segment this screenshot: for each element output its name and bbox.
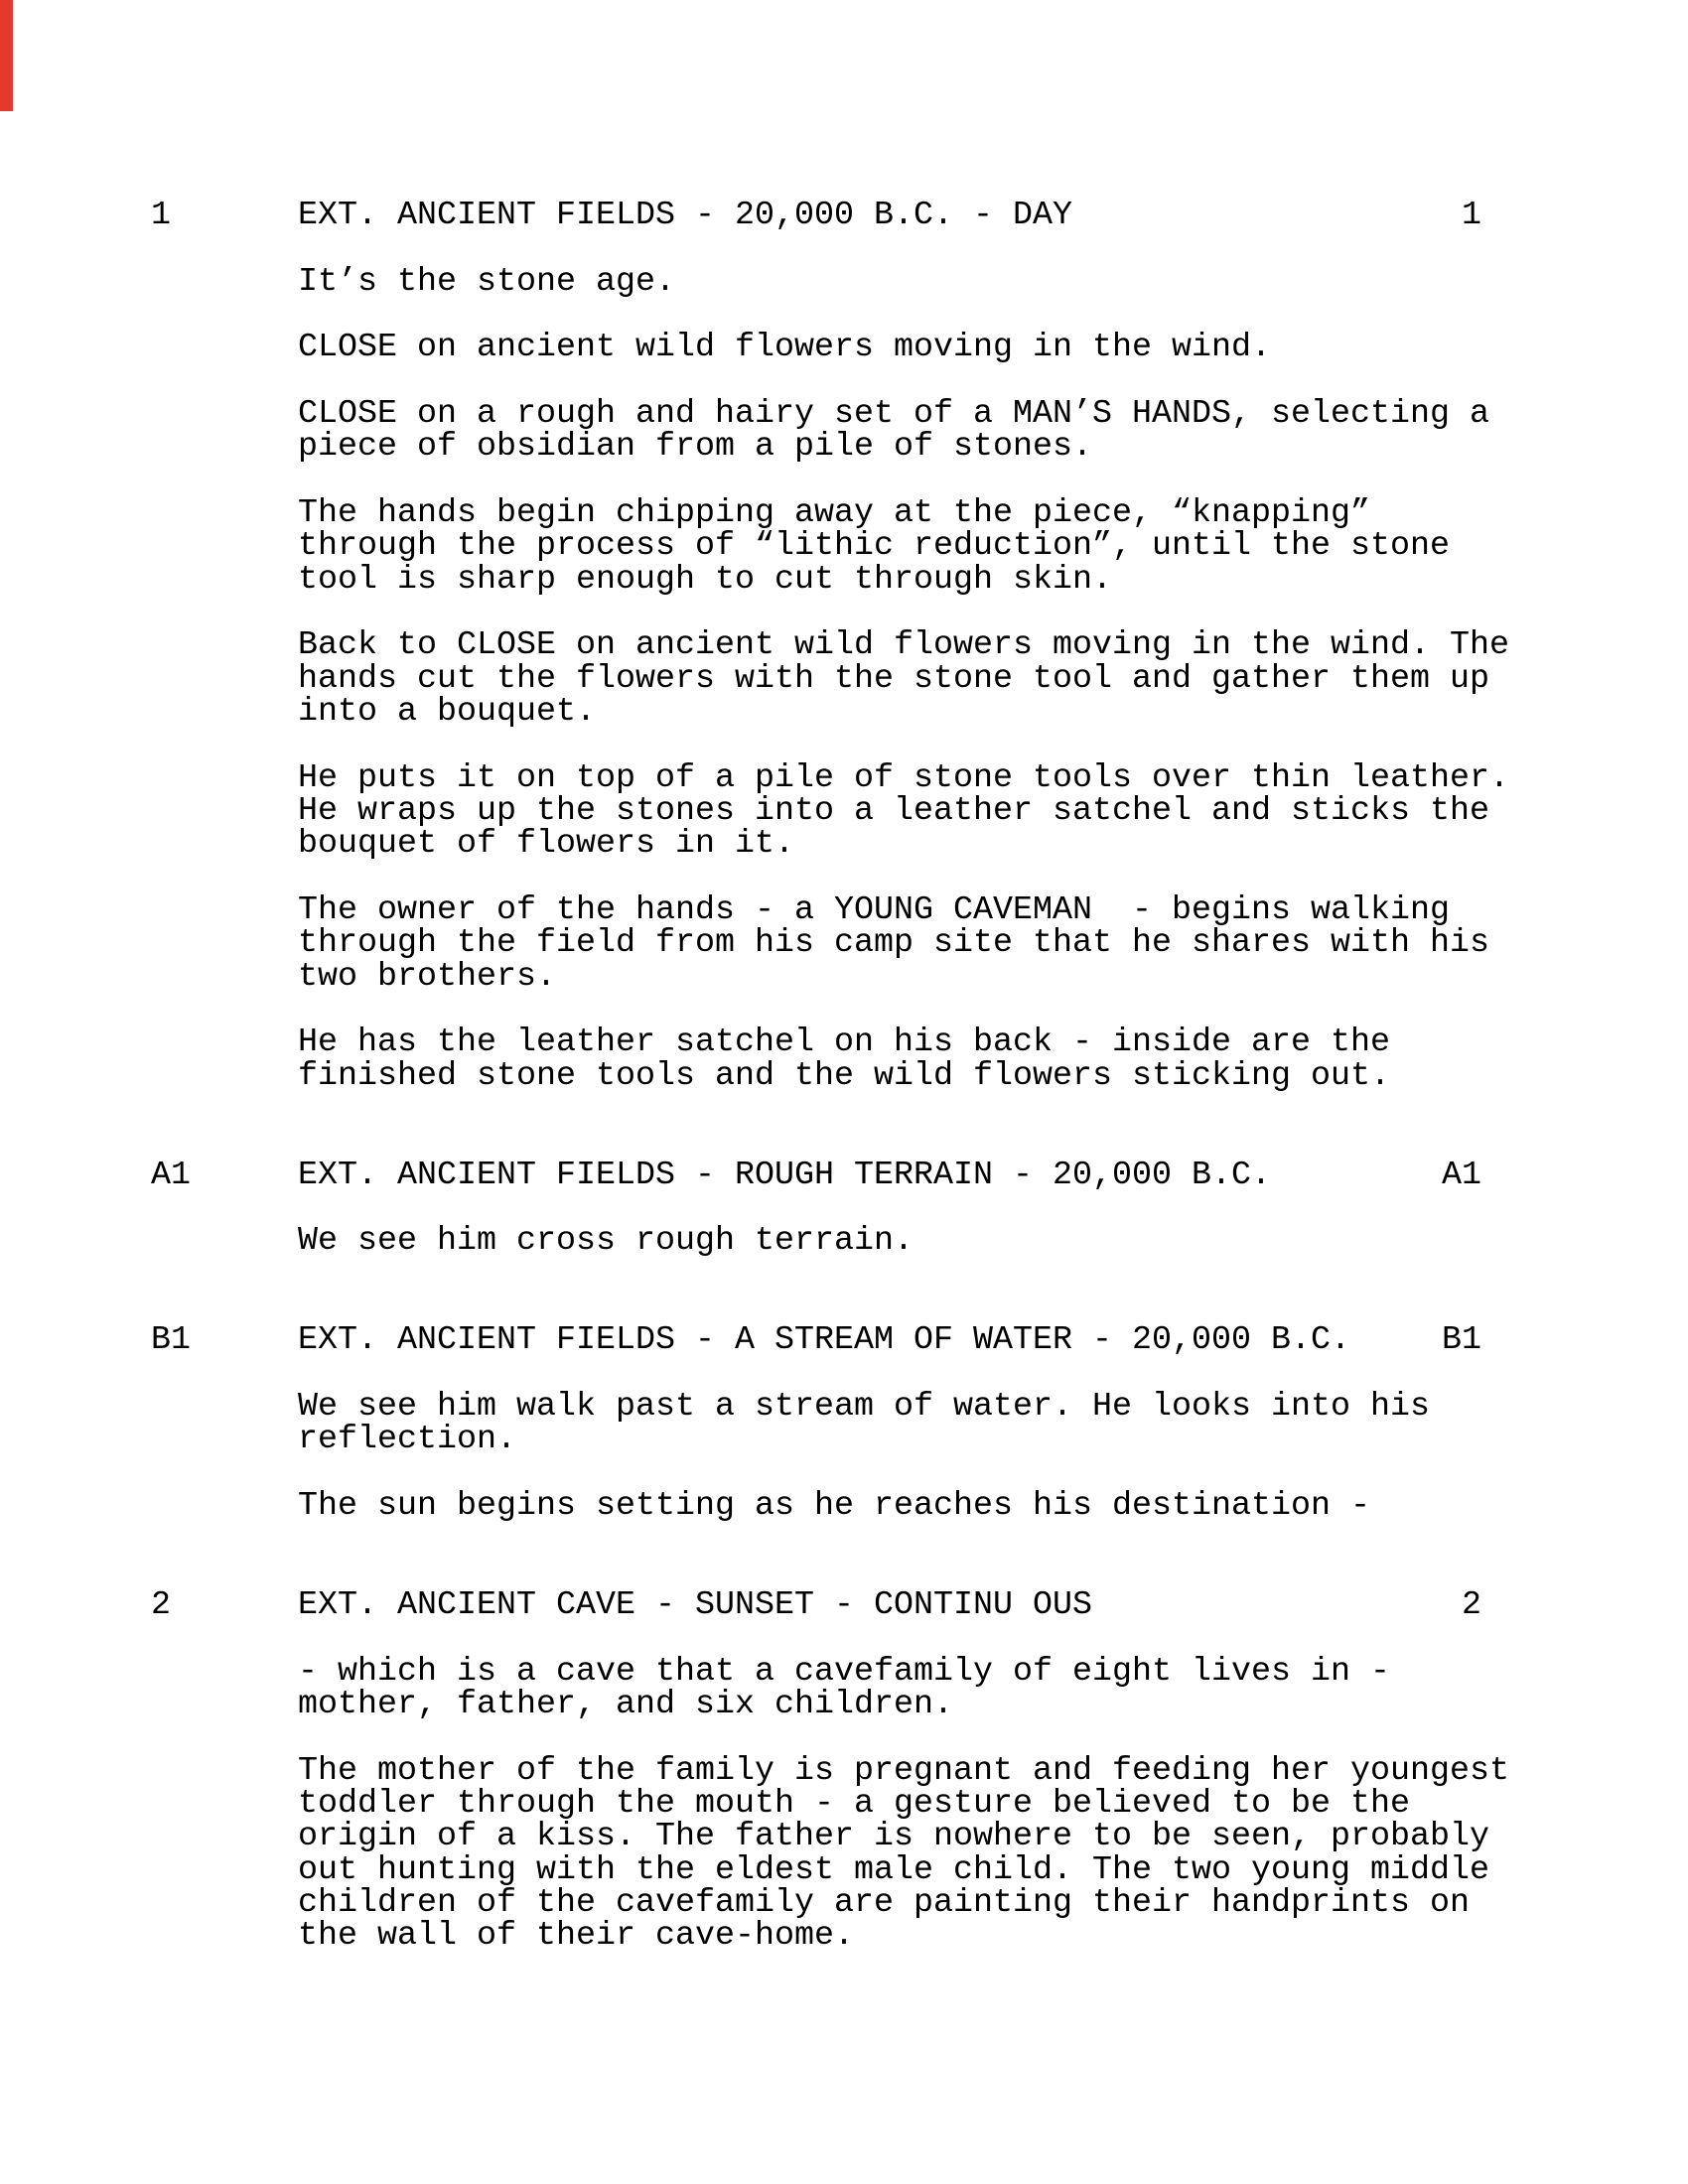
scene-number-right: 1 xyxy=(1461,197,1481,234)
scene-number-left: 2 xyxy=(151,1585,172,1624)
scene-number-left: A1 xyxy=(151,1156,192,1194)
scene-heading: EXT. ANCIENT FIELDS - 20,000 B.C. - DAY xyxy=(298,197,1073,234)
action-line: - which is a cave that a cavefamily of eight lives in - xyxy=(298,1652,1391,1691)
action-line: through the field from his camp site that he shares with his xyxy=(298,924,1490,963)
scene-heading: EXT. ANCIENT CAVE - SUNSET - CONTINU OUS xyxy=(298,1585,1093,1624)
action-line: piece of obsidian from a pile of stones. xyxy=(298,428,1093,467)
action-line: two brothers. xyxy=(298,957,557,996)
action-line: hands cut the flowers with the stone tool and gather them up xyxy=(298,659,1490,698)
action-line: The mother of the family is pregnant and feeding her youngest xyxy=(298,1751,1510,1790)
action-line: bouquet of flowers in it. xyxy=(298,825,795,864)
action-line: through the process of “lithic reduction”, until the stone xyxy=(298,527,1451,566)
scene-heading: EXT. ANCIENT FIELDS - ROUGH TERRAIN - 20,000 B.C. xyxy=(298,1156,1272,1194)
action-line: It’s the stone age. xyxy=(298,262,676,301)
action-line: CLOSE on a rough and hairy set of a MAN’S HANDS, selecting a xyxy=(298,394,1490,433)
action-line: The hands begin chipping away at the piece, “knapping” xyxy=(298,493,1371,532)
action-line: reflection. xyxy=(298,1421,517,1459)
action-line: He has the leather satchel on his back - inside are the xyxy=(298,1024,1391,1062)
action-line: We see him cross rough terrain. xyxy=(298,1222,914,1261)
action-line: origin of a kiss. The father is nowhere to be seen, probably xyxy=(298,1818,1490,1856)
action-line: The owner of the hands - a YOUNG CAVEMAN - begins walking xyxy=(298,890,1451,929)
action-line: Back to CLOSE on ancient wild flowers moving in the wind. The xyxy=(298,626,1510,665)
action-line: into a bouquet. xyxy=(298,692,597,731)
action-line: tool is sharp enough to cut through skin. xyxy=(298,560,1113,599)
action-line: He puts it on top of a pile of stone tools over thin leather. xyxy=(298,758,1510,797)
scene-number-right: A1 xyxy=(1441,1156,1481,1194)
scene-number-left: B1 xyxy=(151,1321,192,1360)
action-line: CLOSE on ancient wild flowers moving in the wind. xyxy=(298,329,1272,367)
action-line: finished stone tools and the wild flowers sticking out. xyxy=(298,1056,1391,1095)
action-line: out hunting with the eldest male child. The two young middle xyxy=(298,1850,1490,1889)
revision-marker xyxy=(0,0,13,111)
scene-heading: EXT. ANCIENT FIELDS - A STREAM OF WATER - 20,000 B.C. xyxy=(298,1321,1351,1360)
action-line: toddler through the mouth - a gesture believed to be the xyxy=(298,1784,1411,1823)
action-line: He wraps up the stones into a leather satchel and sticks the xyxy=(298,791,1490,830)
action-line: mother, father, and six children. xyxy=(298,1685,954,1723)
action-line: We see him walk past a stream of water. He looks into his xyxy=(298,1387,1431,1426)
scene-number-right: B1 xyxy=(1441,1321,1481,1360)
action-line: the wall of their cave-home. xyxy=(298,1917,855,1956)
action-line: The sun begins setting as he reaches his destination - xyxy=(298,1486,1371,1525)
scene-number-right: 2 xyxy=(1461,1585,1481,1624)
action-line: children of the cavefamily are painting their handprints on xyxy=(298,1883,1471,1922)
scene-number-left: 1 xyxy=(151,197,172,234)
